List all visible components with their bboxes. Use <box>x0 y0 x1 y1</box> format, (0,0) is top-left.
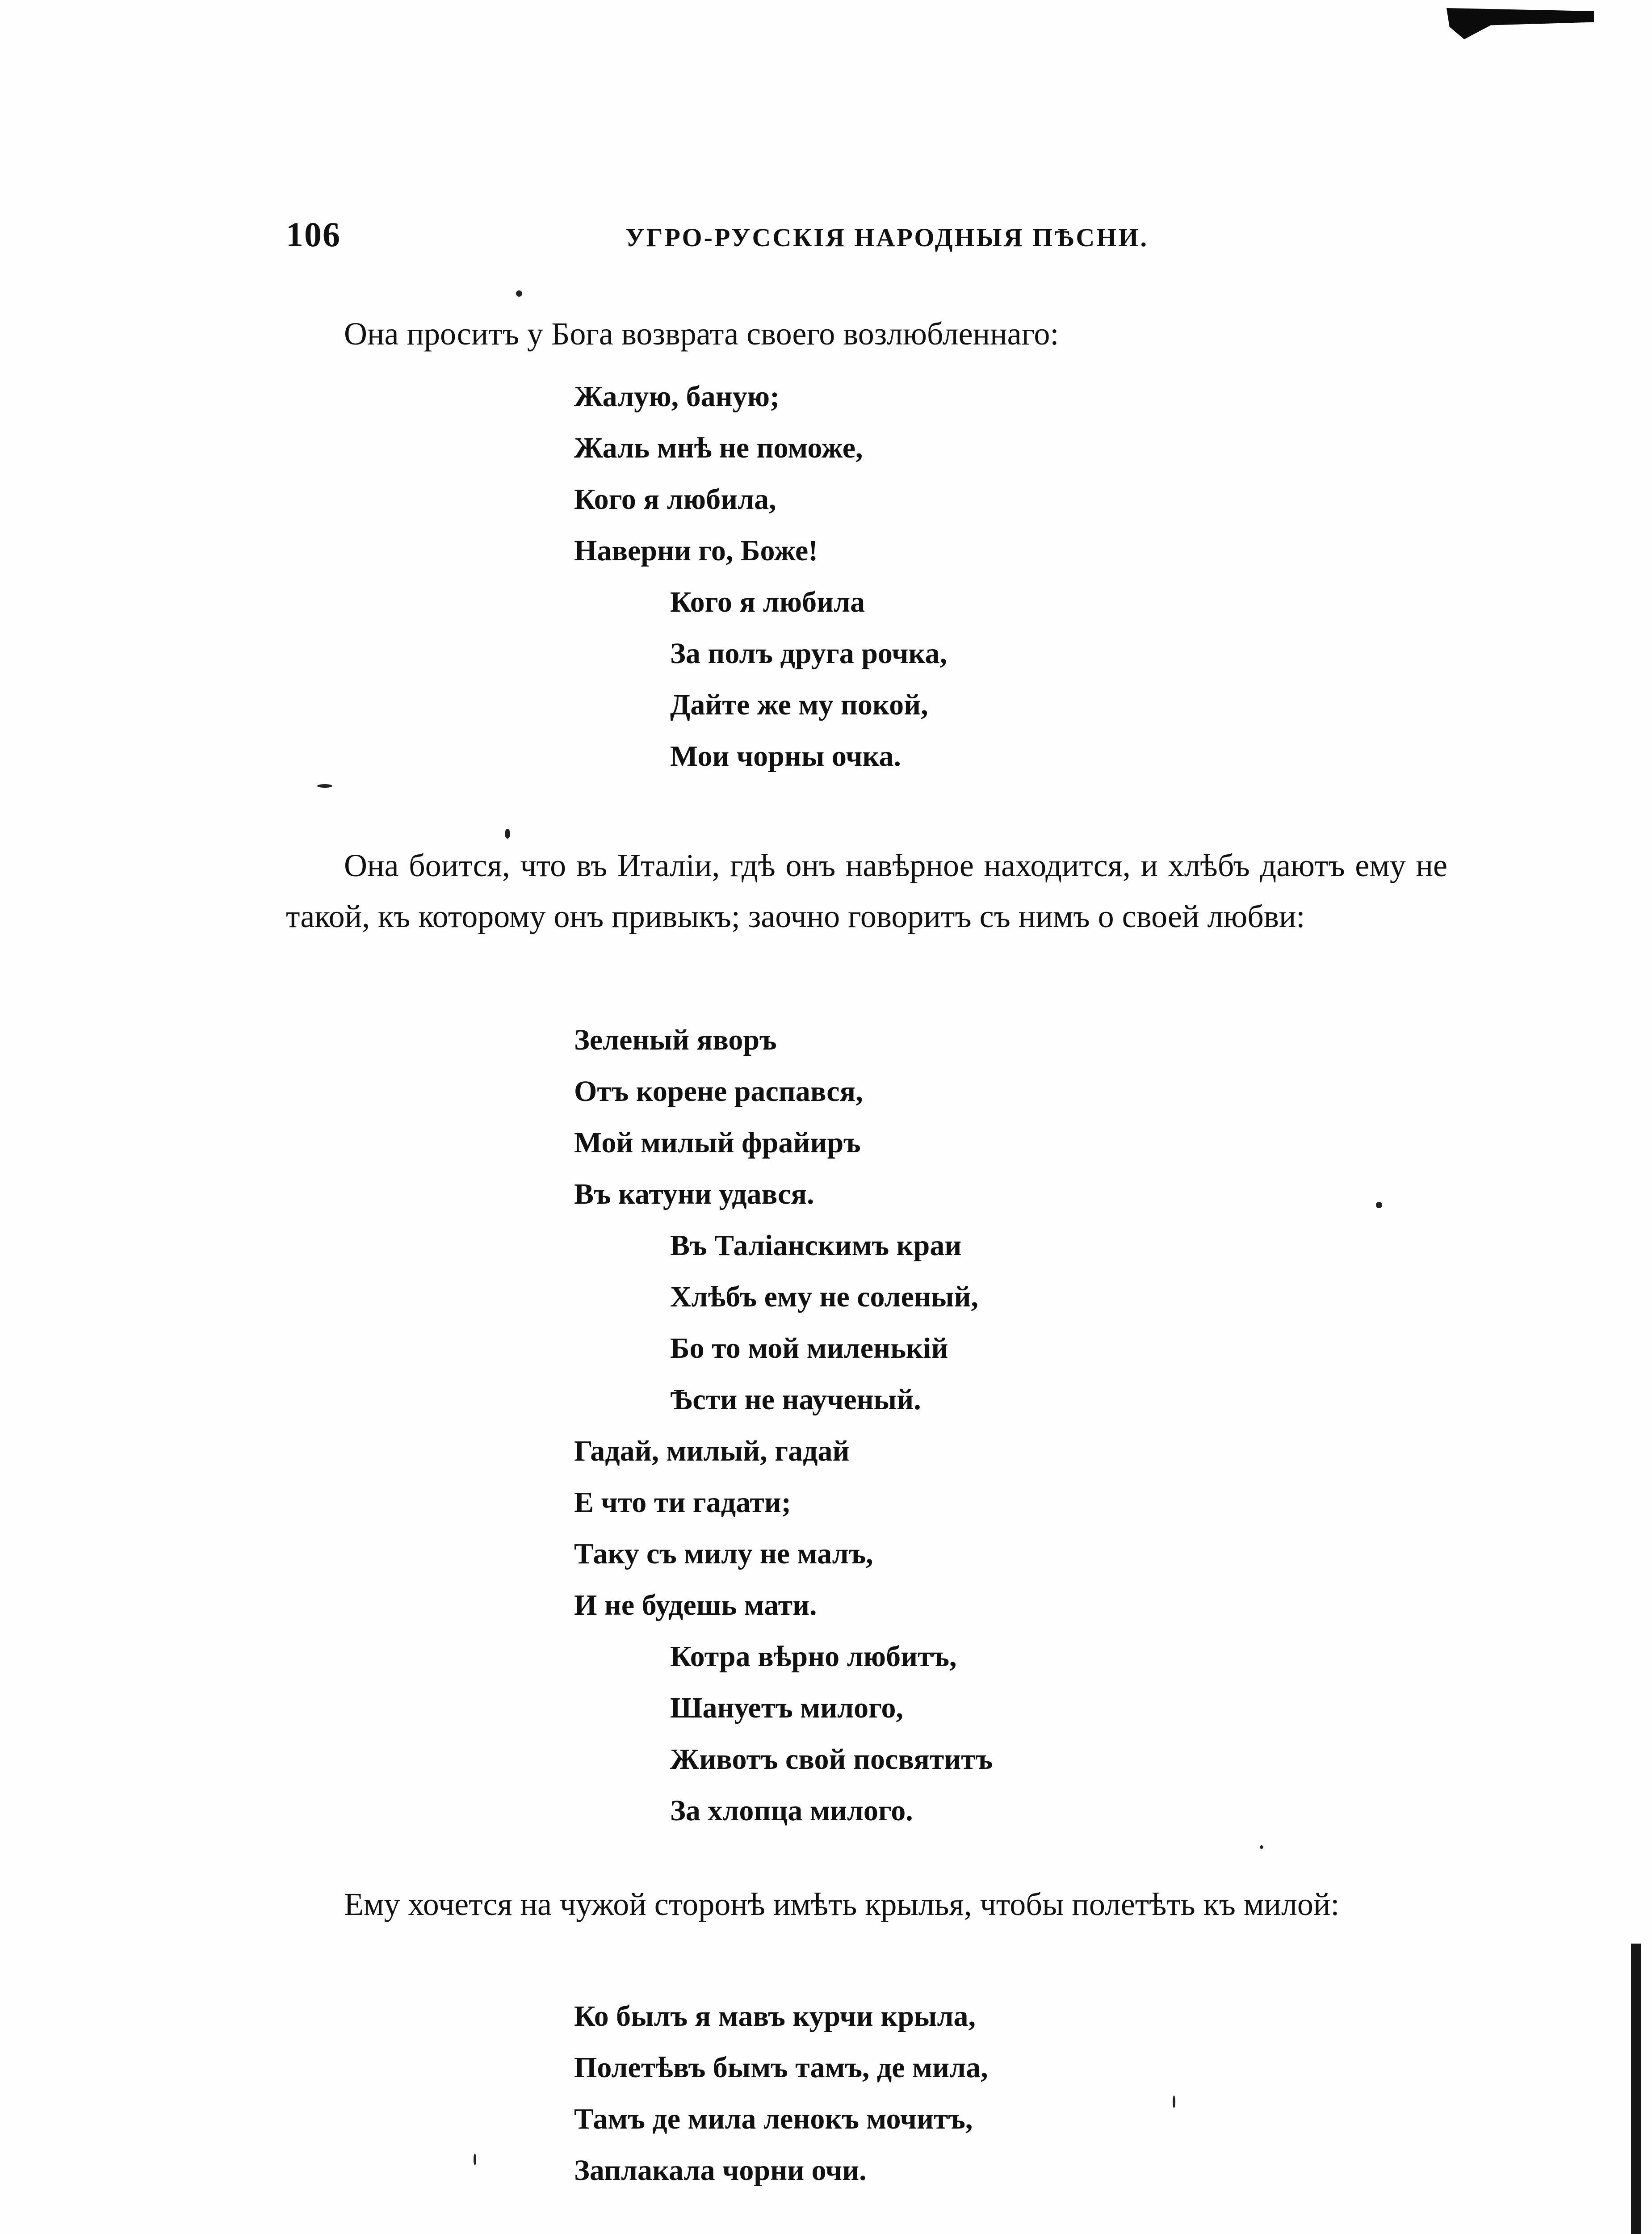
scan-speck <box>516 290 522 297</box>
verse-line: И не будешь мати. <box>574 1589 817 1621</box>
verse-line: Животъ свой посвятитъ <box>670 1743 993 1776</box>
scan-speck <box>1173 2095 1175 2108</box>
song-verse-1 <box>574 371 947 782</box>
verse-line: Шануетъ милого, <box>670 1692 904 1724</box>
verse-line: Отъ корене распався, <box>574 1075 863 1108</box>
verse-line: Гадай, милый, гадай <box>574 1435 850 1467</box>
verse-line: Бо то мой миленькій <box>670 1332 948 1365</box>
scan-speck <box>505 829 510 839</box>
verse-line: Жаль мнѣ не поможе, <box>574 432 863 464</box>
verse-line: Тамъ де мила ленокъ мочитъ, <box>574 2103 973 2135</box>
verse-line: Мои чорны очка. <box>670 740 901 773</box>
verse-line: Ѣсти не наученый. <box>670 1383 921 1416</box>
verse-line: За полъ друга рочка, <box>670 637 947 670</box>
scan-edge-shadow <box>1631 1944 1641 2234</box>
verse-line: Кого я любила, <box>574 483 776 516</box>
verse-line: Котра вѣрно любитъ, <box>670 1640 957 1673</box>
page-number: 106 <box>286 215 341 254</box>
scan-speck <box>474 2154 476 2165</box>
verse-line: Кого я любила <box>670 586 865 618</box>
paragraph-italy: Она боится, что въ Италіи, гдѣ онъ навѣрное находится, и хлѣбъ даютъ ему не такой, къ которому онъ привыкъ; заочно говоритъ съ нимъ о своей любви: <box>286 848 1447 934</box>
song-verse-3 <box>574 1990 988 2196</box>
scan-speck <box>1260 1845 1263 1849</box>
verse-line: За хлопца милого. <box>670 1794 913 1827</box>
scan-ink-blot <box>1447 8 1594 39</box>
paragraph-wings: Ему хочется на чужой сторонѣ имѣть крылья, чтобы полетѣть къ милой: <box>344 1886 1340 1922</box>
verse-line: Заплакала чорни очи. <box>574 2154 867 2187</box>
scan-speck <box>317 784 332 788</box>
song-verse-2 <box>574 1014 993 1836</box>
verse-line: Е что ти гадати; <box>574 1486 791 1519</box>
verse-line: Мой милый фрайиръ <box>574 1126 861 1159</box>
page-header <box>286 214 1447 264</box>
paragraph-intro: Она проситъ у Бога возврата своего возлюбленнаго: <box>344 316 1059 352</box>
verse-line: Жалую, баную; <box>574 380 780 413</box>
verse-line: Наверни го, Боже! <box>574 534 818 567</box>
verse-line: Въ катуни удався. <box>574 1178 814 1210</box>
running-title: УГРО-РУССКІЯ НАРОДНЫЯ ПѢСНИ. <box>625 223 1149 252</box>
verse-line: Полетѣвъ бымъ тамъ, де мила, <box>574 2051 988 2084</box>
verse-line: Зеленый яворъ <box>574 1024 777 1056</box>
verse-line: Хлѣбъ ему не соленый, <box>670 1281 979 1313</box>
verse-line: Дайте же му покой, <box>670 689 928 721</box>
scan-speck <box>1376 1202 1382 1208</box>
verse-line: Ко былъ я мавъ курчи крыла, <box>574 2000 976 2032</box>
verse-line: Въ Таліанскимъ краи <box>670 1229 962 1262</box>
verse-line: Таку съ милу не малъ, <box>574 1537 873 1570</box>
